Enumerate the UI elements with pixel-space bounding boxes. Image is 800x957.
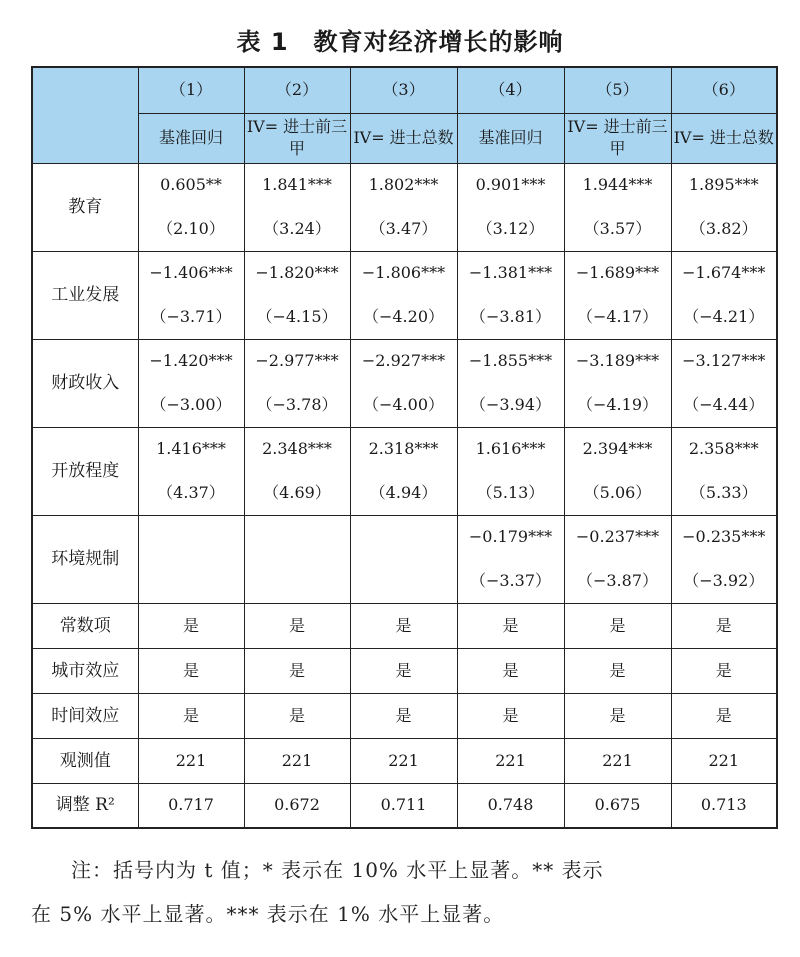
- t-value-cell: （3.57）: [564, 207, 671, 251]
- control-value-cell: 0.717: [138, 783, 244, 828]
- t-value-row: [32, 383, 777, 427]
- variable-label: 工业发展: [32, 251, 138, 339]
- coefficient-cell: 0.901***: [457, 163, 564, 207]
- column-name: 基准回归: [138, 113, 244, 163]
- coefficient-cell: 2.394***: [564, 427, 671, 471]
- control-label: 常数项: [32, 603, 138, 648]
- variable-label: 开放程度: [32, 427, 138, 515]
- coefficient-cell: −0.237***: [564, 515, 671, 559]
- t-value-cell: （−3.81）: [457, 295, 564, 339]
- coefficient-row: [32, 251, 777, 295]
- column-number: （4）: [457, 67, 564, 113]
- t-value-cell: （−4.19）: [564, 383, 671, 427]
- control-row: [32, 783, 777, 828]
- control-value-cell: 0.711: [350, 783, 457, 828]
- column-number: （1）: [138, 67, 244, 113]
- t-value-cell: （−3.71）: [138, 295, 244, 339]
- coefficient-row: [32, 427, 777, 471]
- coefficient-cell: −1.674***: [671, 251, 777, 295]
- control-value-cell: 是: [671, 603, 777, 648]
- control-row: [32, 603, 777, 648]
- t-value-cell: （−4.00）: [350, 383, 457, 427]
- control-value-cell: 是: [350, 648, 457, 693]
- coefficient-cell: 1.895***: [671, 163, 777, 207]
- t-value-row: [32, 207, 777, 251]
- coefficient-cell: −1.820***: [244, 251, 350, 295]
- control-label: 观测值: [32, 738, 138, 783]
- table-note-line-2: 在 5% 水平上显著。*** 表示在 1% 水平上显著。: [31, 902, 505, 926]
- t-value-cell: （−4.44）: [671, 383, 777, 427]
- coefficient-cell: −3.127***: [671, 339, 777, 383]
- t-value-cell: （3.82）: [671, 207, 777, 251]
- regression-table: [31, 66, 778, 829]
- t-value-cell: （4.37）: [138, 471, 244, 515]
- t-value-cell: （5.33）: [671, 471, 777, 515]
- control-value-cell: 221: [457, 738, 564, 783]
- control-value-cell: 0.713: [671, 783, 777, 828]
- coefficient-cell: −1.689***: [564, 251, 671, 295]
- control-label: 城市效应: [32, 648, 138, 693]
- control-value-cell: 是: [350, 603, 457, 648]
- table-title: 表 1 教育对经济增长的影响: [236, 28, 564, 56]
- control-value-cell: 是: [564, 648, 671, 693]
- variable-label: 财政收入: [32, 339, 138, 427]
- coefficient-row: [32, 515, 777, 559]
- t-value-cell: （−4.17）: [564, 295, 671, 339]
- column-name: IV= 进士总数: [671, 113, 777, 163]
- coefficient-cell: 2.358***: [671, 427, 777, 471]
- t-value-cell: [350, 559, 457, 603]
- coefficient-cell: [244, 515, 350, 559]
- control-row: [32, 693, 777, 738]
- coefficient-cell: −1.806***: [350, 251, 457, 295]
- variable-label: 教育: [32, 163, 138, 251]
- coefficient-cell: 1.841***: [244, 163, 350, 207]
- coefficient-cell: 2.348***: [244, 427, 350, 471]
- column-number: （5）: [564, 67, 671, 113]
- control-value-cell: 是: [564, 693, 671, 738]
- control-value-cell: 是: [671, 693, 777, 738]
- control-value-cell: 0.748: [457, 783, 564, 828]
- column-number: （2）: [244, 67, 350, 113]
- t-value-cell: （−3.92）: [671, 559, 777, 603]
- coefficient-cell: −0.179***: [457, 515, 564, 559]
- t-value-cell: （4.94）: [350, 471, 457, 515]
- t-value-cell: （−4.20）: [350, 295, 457, 339]
- control-value-cell: 是: [457, 648, 564, 693]
- t-value-cell: （−4.21）: [671, 295, 777, 339]
- variable-label: 环境规制: [32, 515, 138, 603]
- coefficient-cell: −0.235***: [671, 515, 777, 559]
- t-value-cell: （−3.78）: [244, 383, 350, 427]
- coefficient-cell: −1.855***: [457, 339, 564, 383]
- coefficient-cell: −2.927***: [350, 339, 457, 383]
- t-value-cell: [244, 559, 350, 603]
- t-value-cell: （5.13）: [457, 471, 564, 515]
- coefficient-cell: −1.420***: [138, 339, 244, 383]
- control-label: 时间效应: [32, 693, 138, 738]
- coefficient-cell: 1.616***: [457, 427, 564, 471]
- control-value-cell: 221: [564, 738, 671, 783]
- control-value-cell: 是: [457, 693, 564, 738]
- control-label: 调整 R²: [32, 783, 138, 828]
- coefficient-cell: −3.189***: [564, 339, 671, 383]
- control-value-cell: 是: [671, 648, 777, 693]
- table-note-line-1: 注：括号内为 t 值；* 表示在 10% 水平上显著。** 表示: [71, 858, 604, 882]
- t-value-cell: [138, 559, 244, 603]
- coefficient-cell: −1.381***: [457, 251, 564, 295]
- control-value-cell: 221: [671, 738, 777, 783]
- control-value-cell: 是: [350, 693, 457, 738]
- t-value-cell: （−3.94）: [457, 383, 564, 427]
- coefficient-cell: 1.416***: [138, 427, 244, 471]
- coefficient-cell: 1.944***: [564, 163, 671, 207]
- control-value-cell: 是: [457, 603, 564, 648]
- header-corner-cell: [32, 67, 138, 163]
- t-value-cell: （3.12）: [457, 207, 564, 251]
- coefficient-cell: 1.802***: [350, 163, 457, 207]
- coefficient-row: [32, 339, 777, 383]
- coefficient-cell: −1.406***: [138, 251, 244, 295]
- t-value-cell: （2.10）: [138, 207, 244, 251]
- column-number: （6）: [671, 67, 777, 113]
- t-value-row: [32, 559, 777, 603]
- coefficient-cell: −2.977***: [244, 339, 350, 383]
- control-value-cell: 221: [244, 738, 350, 783]
- control-value-cell: 是: [138, 693, 244, 738]
- control-row: [32, 738, 777, 783]
- control-value-cell: 是: [564, 603, 671, 648]
- control-value-cell: 221: [138, 738, 244, 783]
- t-value-cell: （−3.00）: [138, 383, 244, 427]
- control-value-cell: 是: [138, 603, 244, 648]
- control-value-cell: 0.672: [244, 783, 350, 828]
- control-row: [32, 648, 777, 693]
- coefficient-cell: 2.318***: [350, 427, 457, 471]
- control-value-cell: 是: [244, 693, 350, 738]
- t-value-row: [32, 471, 777, 515]
- t-value-row: [32, 295, 777, 339]
- t-value-cell: （−3.87）: [564, 559, 671, 603]
- coefficient-cell: 0.605**: [138, 163, 244, 207]
- control-value-cell: 0.675: [564, 783, 671, 828]
- t-value-cell: （4.69）: [244, 471, 350, 515]
- column-name: IV= 进士前三甲: [244, 113, 350, 163]
- column-name: IV= 进士前三甲: [564, 113, 671, 163]
- column-name: 基准回归: [457, 113, 564, 163]
- t-value-cell: （5.06）: [564, 471, 671, 515]
- t-value-cell: （−3.37）: [457, 559, 564, 603]
- coefficient-cell: [138, 515, 244, 559]
- control-value-cell: 是: [244, 603, 350, 648]
- coefficient-row: [32, 163, 777, 207]
- t-value-cell: （3.24）: [244, 207, 350, 251]
- control-value-cell: 是: [244, 648, 350, 693]
- control-value-cell: 是: [138, 648, 244, 693]
- column-name: IV= 进士总数: [350, 113, 457, 163]
- column-number: （3）: [350, 67, 457, 113]
- t-value-cell: （−4.15）: [244, 295, 350, 339]
- coefficient-cell: [350, 515, 457, 559]
- t-value-cell: （3.47）: [350, 207, 457, 251]
- control-value-cell: 221: [350, 738, 457, 783]
